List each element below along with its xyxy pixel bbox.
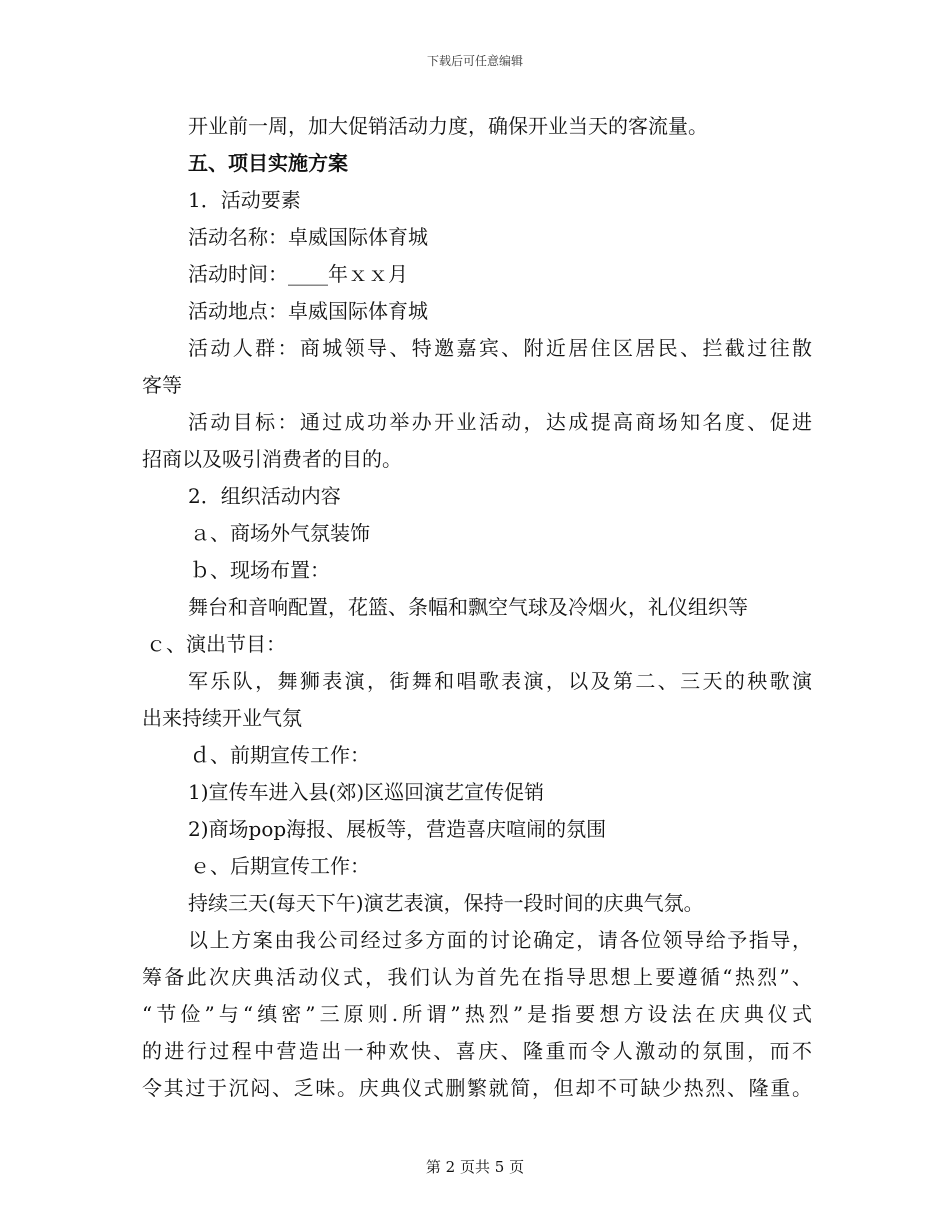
activity-crowd-line-1: 活动人群：商城领导、特邀嘉宾、附近居住区居民、拦截过往散 [188,336,812,360]
item-b: ｂ、现场布置： [190,558,330,582]
item-a: ａ、商场外气氛装饰 [190,521,370,545]
item-c-detail-line-2: 出来持续开业气氛 [142,706,302,730]
activity-time: 活动时间：____年ｘｘ月 [188,262,408,286]
closing-line-4: 的进行过程中营造出一种欢快、喜庆、隆重而令人激动的氛围，而不 [142,1039,812,1063]
activity-name: 活动名称：卓威国际体育城 [188,225,428,249]
activity-goal-line-2: 招商以及吸引消费者的目的。 [142,447,402,471]
item-c-detail-line-1: 军乐队，舞狮表演，街舞和唱歌表演，以及第二、三天的秧歌演 [188,669,812,693]
section-title-implementation: 五、项目实施方案 [188,151,348,175]
paragraph-promotion: 开业前一周，加大促销活动力度，确保开业当天的客流量。 [188,114,708,138]
activity-place: 活动地点：卓威国际体育城 [188,299,428,323]
subsection-title-elements: 1．活动要素 [188,188,301,212]
closing-line-2: 筹备此次庆典活动仪式，我们认为首先在指导思想上要遵循“热烈”、 [142,965,812,989]
closing-line-1: 以上方案由我公司经过多方面的讨论确定，请各位领导给予指导， [188,928,812,952]
item-d-1: 1)宣传车进入县(郊)区巡回演艺宣传促销 [188,780,545,804]
item-e-detail: 持续三天(每天下午)演艺表演，保持一段时间的庆典气氛。 [188,891,704,915]
page-header: 下载后可任意编辑 [426,54,523,68]
item-d: ｄ、前期宣传工作： [190,743,370,767]
subsection-title-content: 2．组织活动内容 [188,484,341,508]
document-body [142,108,812,1107]
page-footer: 第 2 页共 5 页 [425,1158,525,1176]
activity-crowd-line-2: 客等 [142,373,182,397]
closing-line-3: “节俭”与“缜密”三原则.所谓”热烈”是指要想方设法在庆典仪式 [142,1002,812,1026]
item-e: ｅ、后期宣传工作： [190,854,370,878]
item-c: ｃ、演出节目： [146,632,286,656]
item-b-detail: 舞台和音响配置，花篮、条幅和飘空气球及冷烟火，礼仪组织等 [188,595,748,619]
item-d-2: 2)商场pop海报、展板等，营造喜庆喧闹的氛围 [188,817,607,841]
activity-goal-line-1: 活动目标：通过成功举办开业活动，达成提高商场知名度、促进 [188,410,812,434]
closing-line-5: 令其过于沉闷、乏味。庆典仪式删繁就简，但却不可缺少热烈、隆重。 [142,1076,812,1100]
